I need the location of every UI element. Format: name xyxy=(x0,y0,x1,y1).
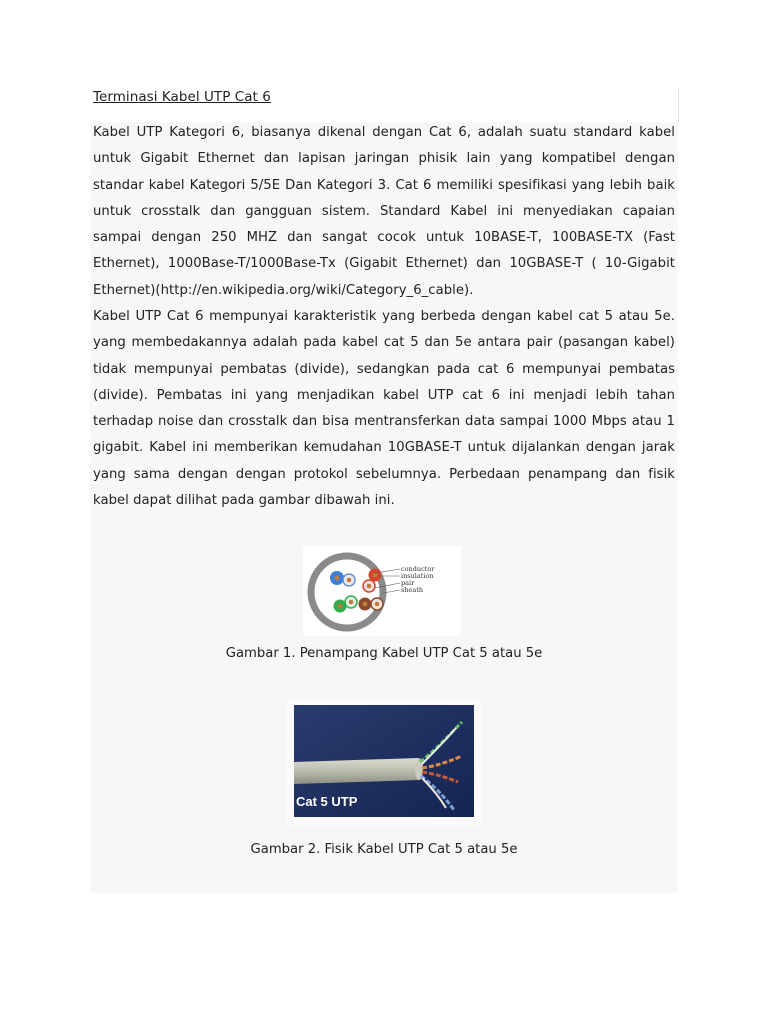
cross-section-diagram xyxy=(303,546,461,636)
cable-photo-figure xyxy=(286,700,482,827)
paragraph-1: Kabel UTP Kategori 6, biasanya dikenal dengan Cat 6, adalah suatu standard kabel untuk Gigabit Ethernet dan lapisan jaringan phisik lain yang kompatibel dengan standar kabel Kategori 5/5E Dan Kategori 3. Cat 6 memiliki spesifikasi yang lebih baik untuk crosstalk dan gangguan sistem. Standard Kabel ini menyediakan capaian sampai dengan 250 MHZ dan sangat cocok untuk 10BASE-T, 100BASE-TX (Fast Ethernet), 1000Base-T/1000Base-Tx (Gigabit Ethernet) dan 10GBASE-T ( 10-Gigabit Ethernet)(http://en.wikipedia.org/wiki/Category_6_cable). xyxy=(93,125,675,298)
label-sheath: sheath xyxy=(401,586,424,594)
cable-cross-section-figure xyxy=(303,546,461,636)
paragraph-2: Kabel UTP Cat 6 mempunyai karakteristik yang berbeda dengan kabel cat 5 atau 5e. yang membedakannya adalah pada kabel cat 5 dan 5e antara pair (pasangan kabel) tidak mempunyai pembatas (divide), sedangkan pada cat 6 mempunyai pembatas (divide). Pembatas ini yang menjadikan kabel UTP cat 6 ini menjadi lebih tahan terhadap noise dan crosstalk dan bisa mentransferkan data sampai 1000 Mbps atau 1 gigabit. Kabel ini memberikan kemudahan 10GBASE-T untuk dijalankan dengan jarak yang sama dengan dengan protokol sebelumnya. Perbedaan penampang dan fisik kabel dapat dilihat pada gambar dibawah ini. xyxy=(93,309,675,509)
label-pair: pair xyxy=(401,579,415,587)
figure2-caption: Gambar 2. Fisik Kabel UTP Cat 5 atau 5e xyxy=(250,842,518,857)
label-insulation: insulation xyxy=(401,572,434,580)
figure1-caption: Gambar 1. Penampang Kabel UTP Cat 5 atau 5e xyxy=(225,646,543,661)
label-conductor: conductor xyxy=(401,565,435,573)
cable-jacket xyxy=(294,758,420,784)
cat5-utp-label: Cat 5 UTP xyxy=(296,794,358,809)
document-title: Terminasi Kabel UTP Cat 6 xyxy=(93,89,271,105)
